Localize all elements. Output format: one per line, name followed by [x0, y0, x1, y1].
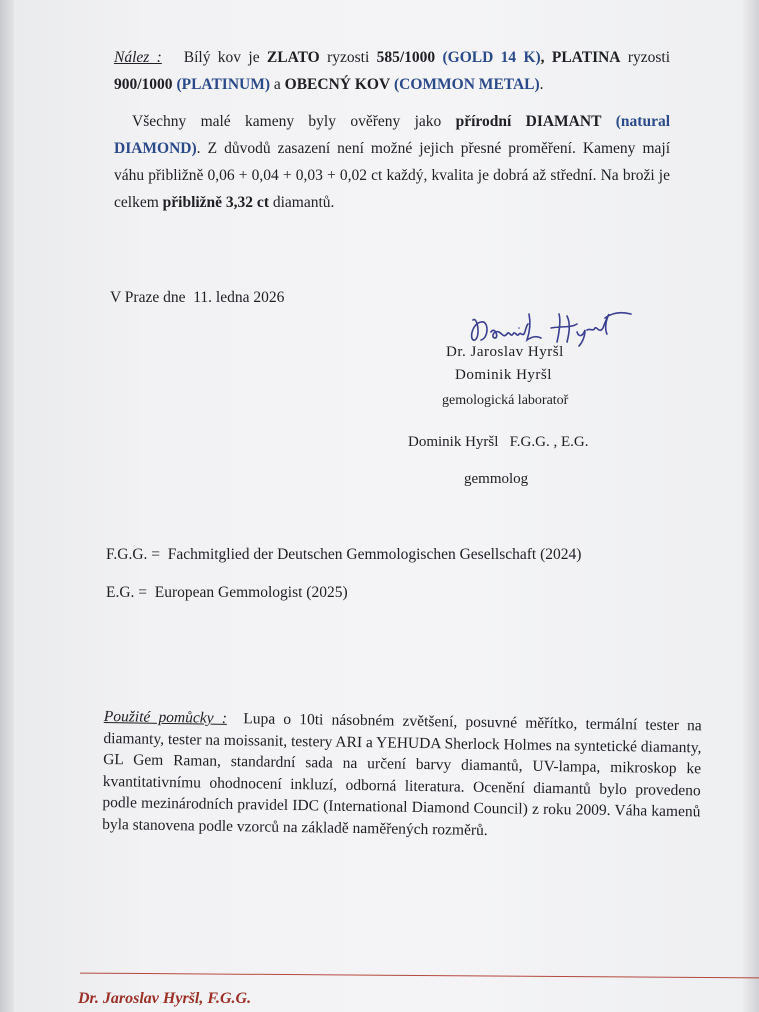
finding-platinum-en: (PLATINUM): [176, 76, 270, 93]
abbrev-fgg: F.G.G. = Fachmitglied der Deutschen Gemmologischen Gesellschaft (2024): [106, 546, 582, 563]
stones-total: přibližně 3,32 ct: [162, 194, 269, 211]
finding-text-2: ryzosti: [319, 49, 377, 66]
finding-paragraph: [114, 44, 670, 98]
finding-end: .: [539, 76, 544, 93]
stones-paragraph: [114, 108, 670, 216]
page-edge-right: [743, 0, 759, 1012]
page-edge-left: [0, 0, 14, 1012]
footer-divider: [80, 973, 759, 979]
finding-comma: ,: [540, 49, 552, 66]
signer-role: gemmolog: [464, 471, 529, 487]
finding-gold-word: ZLATO: [266, 49, 320, 66]
finding-platinum-word: PLATINA: [551, 49, 621, 66]
place-date: V Praze dne 11. ledna 2026: [110, 289, 285, 306]
signer-name-title: Dominik Hyršl F.G.G. , E.G.: [408, 434, 589, 450]
signature-lab: gemologická laboratoř: [442, 393, 569, 408]
stones-text-3: diamantů.: [268, 194, 335, 211]
finding-text-4: a: [270, 76, 285, 93]
stones-text-2: . Z důvodů zasazení není možné jejich přesné proměření. Kameny mají váhu přibližně 0,06 + 0,04 + 0,03 + 0,02 ct každý, kvalita je dobrá až střední. Na broži je celkem: [114, 140, 670, 211]
footer-name: Dr. Jaroslav Hyršl, F.G.G.: [78, 990, 252, 1007]
signature-name-1: Dr. Jaroslav Hyršl: [446, 344, 564, 360]
finding-text-1: Bílý kov je: [183, 49, 267, 66]
finding-gold-en: (GOLD 14 K): [442, 49, 541, 66]
finding-label: Nález :: [114, 49, 162, 66]
finding-gold-fineness: 585/1000: [376, 49, 436, 66]
finding-common-metal-word: OBECNÝ KOV: [284, 76, 391, 93]
stones-diamond: přírodní DIAMANT: [455, 113, 602, 130]
tools-label: Použité pomůcky :: [103, 707, 228, 727]
tools-paragraph: [102, 706, 706, 844]
finding-common-metal-en: (COMMON METAL): [394, 76, 540, 93]
stones-text-1: Všechny malé kameny byly ověřeny jako: [132, 113, 456, 130]
tools-text: Lupa o 10ti násobném zvětšení, posuvné měřítko, termální tester na diamanty, tester na moissanit, testery ARI a YEHUDA Sherlock Holmes na syntetické diamanty, GL Gem Raman, standardní sada na určení barvy diamantů, UV-lampa, mikroskop ke kvantitativnímu ohodnocení inkluzí, odborná literatura. Ocenění diamantů bylo provedeno podle mezinárodních pravidel IDC (International Diamond Council) z roku 2009. Váha kamenů byla stanovena podle vzorců na základě naměřených rozměrů.: [102, 709, 706, 839]
stones-natural-en: (natural DIAMOND): [114, 113, 670, 157]
signature-name-2: Dominik Hyršl: [455, 367, 552, 383]
finding-platinum-fineness: 900/1000: [114, 76, 173, 93]
abbrev-eg: E.G. = European Gemmologist (2025): [106, 584, 348, 601]
finding-text-3: ryzosti: [620, 49, 670, 66]
